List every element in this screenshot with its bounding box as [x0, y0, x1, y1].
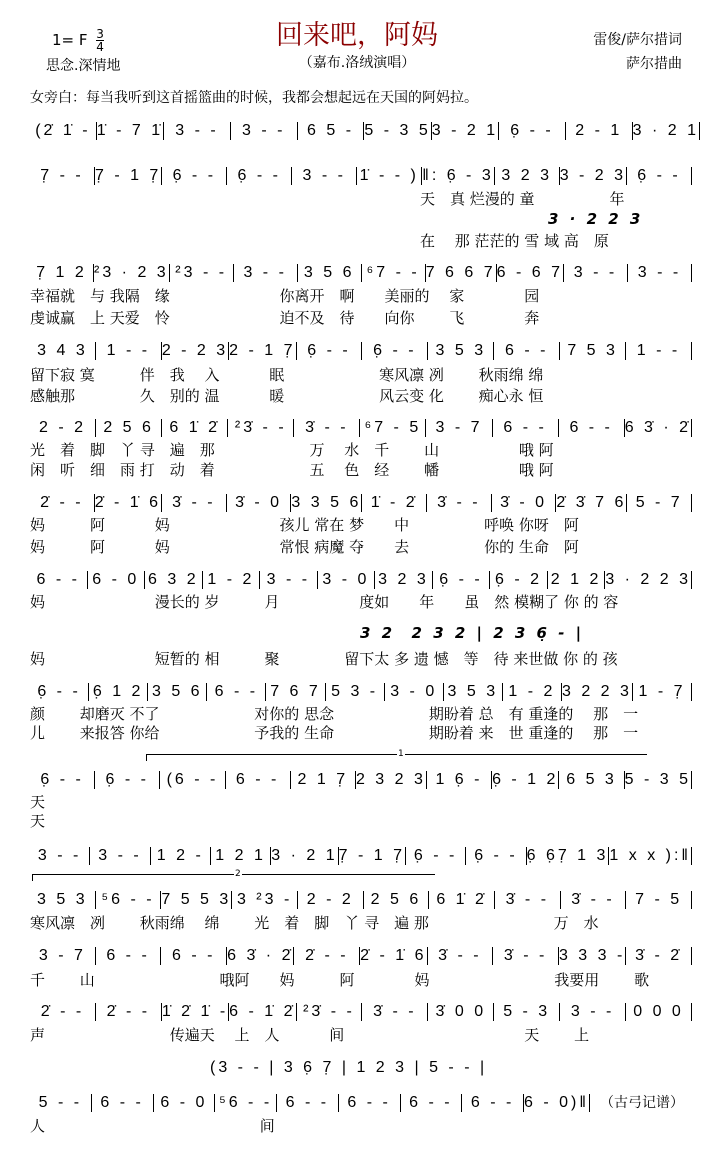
- measure: 3 - -: [242, 122, 286, 139]
- measure: 2 - 1 7̣: [229, 342, 296, 359]
- lyric-line: 幸福就 与 我隔 缘 你离开 啊 美丽的 家 园: [30, 287, 540, 305]
- measure: 1 2 1: [215, 847, 266, 864]
- lyric-line: 寒风凛 冽 秋雨绵 绵 光 着 脚 丫 寻 遍 那 万 水: [30, 914, 599, 932]
- notation-row: [30, 770, 692, 790]
- measure: 1 - -: [106, 342, 151, 359]
- measure: 6 3̇ · 2̇: [624, 419, 692, 436]
- measure: 6 3̇ · 2̇: [227, 947, 294, 964]
- measure: 7̣ - 1 7̣: [338, 847, 405, 864]
- measure: 3 5 6: [151, 683, 203, 700]
- measure: 3 - 2 3: [559, 167, 627, 184]
- measure: 1 - 2: [207, 571, 255, 588]
- measure: 5 - 3 5: [624, 771, 691, 788]
- measure: 6̣ - -: [439, 571, 483, 588]
- lyric-line: 光 着 脚 丫 寻 遍 那 万 水 千 山 哦 阿: [30, 441, 554, 459]
- measure: 0 0 0: [633, 1003, 684, 1020]
- measure: 6 - -: [470, 1094, 515, 1111]
- measure: 2̇ - -: [305, 947, 349, 964]
- measure: 6̣ - 1 2: [492, 771, 559, 788]
- notation-row: [30, 121, 700, 141]
- notation-row: [30, 890, 692, 910]
- performer: （嘉布.洛绒演唱）: [298, 55, 416, 71]
- measure: 3 3 3 -: [558, 947, 626, 964]
- measure: 1 - 2: [508, 683, 556, 700]
- measure: 6 - -: [100, 1094, 144, 1111]
- lyric-line: 在 那 茫茫的 雪 域 高 原: [30, 232, 609, 250]
- measure: 6 - 0: [160, 1094, 208, 1111]
- measure: 2 5 6: [370, 891, 422, 908]
- measure: 2̇ - -: [40, 494, 84, 511]
- measure: ⁵6 - -: [101, 891, 155, 908]
- measure: 6 - -: [214, 683, 259, 700]
- measure: 6 - -: [172, 947, 216, 964]
- measure: (2̇ 1̇ -: [35, 122, 91, 139]
- lyric-line: 颜 却磨灭 不了 对你的 思念 期盼着 总 有 重逢的 那 一: [30, 705, 639, 723]
- lyric-line: 声 传遍天 上 人 间 天 上: [30, 1026, 590, 1044]
- notation-row: [30, 263, 692, 283]
- measure: 1̇ - - ): [359, 167, 419, 184]
- lyric-line: 感触那 久 别的 温 暖 风云变 化 痴心永 恒: [30, 387, 544, 405]
- measure: 3̇ - -: [373, 1003, 417, 1020]
- measure: 3 - 2 1: [431, 122, 499, 139]
- measure: 1̇ - 7 1̇: [96, 122, 164, 139]
- measure: 2 - 1: [575, 122, 623, 139]
- lyric-line: 妈 阿 妈 孩儿 常在 梦 中 呼唤 你呀 阿: [30, 516, 579, 534]
- measure: 3 - -: [37, 847, 82, 864]
- measure: 1̇ 2̇ 1̇ -: [161, 1003, 229, 1020]
- measure: 2 3 2 3: [355, 771, 426, 788]
- notation-row: [30, 418, 692, 438]
- measure: 3̇ - -: [503, 947, 548, 964]
- measure: 3̇ - -: [305, 419, 349, 436]
- measure: 3̇ - -: [437, 494, 481, 511]
- measure: 6̣ - -: [413, 847, 458, 864]
- measure: 3̇ 0 0: [435, 1003, 487, 1020]
- alt-notes: 3 · 2 2 3: [548, 210, 644, 228]
- measure: 2̇ - 1̇ 6: [94, 494, 162, 511]
- measure: ²3̇ - -: [303, 1003, 355, 1020]
- measure: 3 - -: [98, 847, 142, 864]
- barline: [691, 264, 692, 282]
- measure: 6̣ - -: [307, 342, 351, 359]
- measure: 6 - -: [503, 419, 547, 436]
- composer: 萨尔措曲: [626, 56, 682, 72]
- measure: 1̇ - 2̇: [370, 494, 418, 511]
- measure: 5 - 3: [503, 1003, 551, 1020]
- measure: 6 - -: [285, 1094, 330, 1111]
- barline: [691, 419, 692, 437]
- measure: 2̇ - 1̇ 6: [360, 947, 427, 964]
- barline: [691, 683, 692, 701]
- measure: 6 3 2: [148, 571, 199, 588]
- measure: ⁶7 - -: [366, 264, 420, 281]
- measure: 3 - -: [266, 571, 311, 588]
- measure: 6 - 0)‖: [524, 1094, 589, 1111]
- notation-row: [30, 1093, 590, 1113]
- lyric-line: 妈 漫长的 岁 月 度如 年 虽 然 模糊了 你 的 容: [30, 593, 619, 611]
- measure: ²3 · 2 3: [94, 264, 169, 281]
- barline: [589, 1094, 590, 1112]
- measure: 5 - 7: [635, 494, 683, 511]
- lyric-line: 天: [30, 812, 46, 830]
- lyric-line: 留下寂 寞 伴 我 入 眠 寒风凛 冽 秋雨绵 绵: [30, 366, 544, 384]
- measure: 1 x x ):‖: [609, 847, 692, 864]
- measure: 3 - -: [175, 122, 219, 139]
- barline: [691, 771, 692, 789]
- measure: 6 5 -: [307, 122, 355, 139]
- measure: 7 5 5 3: [161, 891, 232, 908]
- volta-1: 1: [146, 754, 647, 761]
- measure: 2̇ 3̇ 7 6: [556, 494, 627, 511]
- measure: 7 6 6 7: [425, 264, 496, 281]
- measure: 1 - -: [636, 342, 681, 359]
- measure: 7 5 3: [567, 342, 618, 359]
- measure: 6̣ 1 2: [92, 683, 144, 700]
- measure: 3̇ - -: [571, 891, 615, 908]
- measure: 6 1̇ 2̇: [436, 891, 487, 908]
- intro-notes: (3 - - | 3 6̣ 7̣ | 1 2 3 | 5 - - |: [210, 1059, 488, 1076]
- song-title: 回来吧，阿妈: [276, 20, 438, 51]
- measure: 3 5 3: [435, 342, 487, 359]
- measure: 3 5 3: [447, 683, 499, 700]
- measure: 5 3 -: [331, 683, 379, 700]
- barline: [691, 342, 692, 360]
- measure: 3 5 6: [303, 264, 355, 281]
- lyric-line: 天 真 烂漫的 童 年: [30, 190, 625, 208]
- measure: 1 2 -: [156, 847, 204, 864]
- lyric-line: 妈 短暂的 相 聚 留下太 多 遗 憾 等 待 来世做 你 的 孩: [30, 650, 618, 668]
- alt-notes: 3 2 2 3 2 | 2 3 6̣ - |: [360, 624, 585, 642]
- notation-row: [30, 946, 692, 966]
- measure: 2 5 6: [103, 419, 154, 436]
- measure: 3̇ - 0: [500, 494, 548, 511]
- measure: 5 - -: [38, 1094, 83, 1111]
- measure: 3̇ - -: [172, 494, 216, 511]
- measure: 6̣ - -: [637, 167, 681, 184]
- measure: 3 3 5 6: [291, 494, 362, 511]
- measure: 3̇ - 2̇: [635, 947, 683, 964]
- barline: [691, 1003, 692, 1021]
- measure: 3 2 3: [378, 571, 429, 588]
- measure: 2 1 7̣: [297, 771, 349, 788]
- lyric-line: 天: [30, 793, 46, 811]
- measure: 6̣ - -: [105, 771, 149, 788]
- measure: 2 - 2: [39, 419, 87, 436]
- measure: 2 - 2 3: [161, 342, 229, 359]
- measure: 6̣ - -: [510, 122, 554, 139]
- measure: 3 - 7: [435, 419, 483, 436]
- measure: 6̣ - -: [474, 847, 518, 864]
- barline: [699, 122, 700, 140]
- measure: 7̣ 1 2: [36, 264, 87, 281]
- measure: 7 - 5: [635, 891, 683, 908]
- measure: ⁵6 - -: [219, 1094, 273, 1111]
- measure: 3 - 7: [38, 947, 86, 964]
- measure: 3 2 3: [501, 167, 552, 184]
- measure: 6 - -: [106, 947, 150, 964]
- measure: 6 5 3: [566, 771, 617, 788]
- measure: ²3 - -: [175, 264, 228, 281]
- measure: 3 2 2 3: [561, 683, 632, 700]
- measure: ‖: 6̣ - 3: [422, 167, 494, 184]
- measure: 3 - -: [573, 264, 618, 281]
- measure: 2̇ - -: [40, 1003, 85, 1020]
- measure: (6 - -: [166, 771, 219, 788]
- barline: [691, 167, 692, 185]
- lyric-line: 闲 听 细 雨 打 动 着 五 色 经 幡 哦 阿: [30, 461, 554, 479]
- measure: 6̣ - -: [172, 167, 217, 184]
- measure: 3 ²3 -: [236, 891, 293, 908]
- expression-mark: 思念.深情地: [46, 58, 121, 74]
- measure: 7 6 7: [270, 683, 321, 700]
- measure: 3̇ - 0: [235, 494, 283, 511]
- volta-2: 2: [32, 874, 435, 881]
- measure: 6̣ - -: [37, 683, 81, 700]
- notation-row: [30, 493, 692, 513]
- transcriber-note: （古弓记谱）: [600, 1095, 684, 1111]
- lyric-line: 人 间: [30, 1117, 275, 1135]
- narration: 女旁白：每当我听到这首摇篮曲的时候，我都会想起远在天国的阿妈拉。: [30, 90, 478, 106]
- measure: 3 · 2 1: [271, 847, 338, 864]
- measure: 7̣ - 1 7̣: [94, 167, 162, 184]
- measure: 3 - -: [302, 167, 346, 184]
- measure: 6 - 6 7: [496, 264, 563, 281]
- measure: 6 - -: [409, 1094, 453, 1111]
- measure: 2 - 2: [306, 891, 354, 908]
- measure: 3̇ - -: [505, 891, 550, 908]
- time-signature: $\frac{3}{4}$: [96, 27, 104, 54]
- lyric-line: 儿 来报答 你给 予我的 生命 期盼着 来 世 重逢的 那 一: [30, 724, 639, 742]
- measure: 7̣ - -: [40, 167, 84, 184]
- measure: 6̣ - 2: [495, 571, 543, 588]
- measure: 3 4 3: [37, 342, 88, 359]
- measure: 6̣ - -: [40, 771, 84, 788]
- measure: 3 - -: [570, 1003, 615, 1020]
- barline: [691, 891, 692, 909]
- barline: [691, 947, 692, 965]
- measure: ⁶7 - 5: [364, 419, 422, 436]
- measure: 6 - 0: [92, 571, 140, 588]
- measure: 6 - -: [36, 571, 80, 588]
- measure: 3 5 3: [37, 891, 88, 908]
- measure: 3̇ - -: [438, 947, 482, 964]
- notation-row: [30, 570, 692, 590]
- measure: 6 - 1̇ 2̇: [229, 1003, 296, 1020]
- lyric-line: 妈 阿 妈 常恨 病魔 夺 去 你的 生命 阿: [30, 538, 579, 556]
- measure: 2 1 2: [550, 571, 602, 588]
- measure: 3 - -: [637, 264, 682, 281]
- notation-row: [30, 341, 692, 361]
- measure: 3 - 0: [390, 683, 438, 700]
- barline: [691, 847, 692, 865]
- measure: 3 - -: [243, 264, 287, 281]
- measure: 3 - 0: [322, 571, 370, 588]
- lyricist: 雷俊/萨尔措词: [593, 32, 682, 48]
- measure: ²3̇ - -: [234, 419, 287, 436]
- measure: 3 · 2 1: [632, 122, 700, 139]
- measure: 6 1̇ 2̇: [169, 419, 220, 436]
- measure: 6̣ - -: [237, 167, 281, 184]
- key-signature: [52, 27, 104, 53]
- lyric-line: 千 山 哦阿 妈 阿 妈 我要用 歌: [30, 971, 650, 989]
- lyric-line: 虔诚赢 上 天爱 怜 迫不及 待 向你 飞 奔: [30, 309, 540, 327]
- measure: 6 - -: [504, 342, 549, 359]
- measure: 3 · 2 2 3: [605, 571, 692, 588]
- measure: 1 6̣ -: [435, 771, 483, 788]
- barline: [691, 571, 692, 589]
- measure: 6 - -: [347, 1094, 391, 1111]
- measure: 1 - 7̣: [638, 683, 686, 700]
- notation-row: [30, 1002, 692, 1022]
- measure: 6̣ - -: [373, 342, 417, 359]
- barline: [691, 494, 692, 512]
- measure: 6 - -: [235, 771, 280, 788]
- measure: 6̣ 6̣7̣ 1 3: [526, 847, 609, 864]
- key: 1= F: [52, 31, 88, 49]
- measure: 6 - -: [569, 419, 613, 436]
- notation-row: [30, 682, 692, 702]
- notation-row: [30, 166, 692, 186]
- measure: 5 - 3 5: [364, 122, 431, 139]
- notation-row: [30, 846, 692, 866]
- measure: 2̇ - -: [106, 1003, 151, 1020]
